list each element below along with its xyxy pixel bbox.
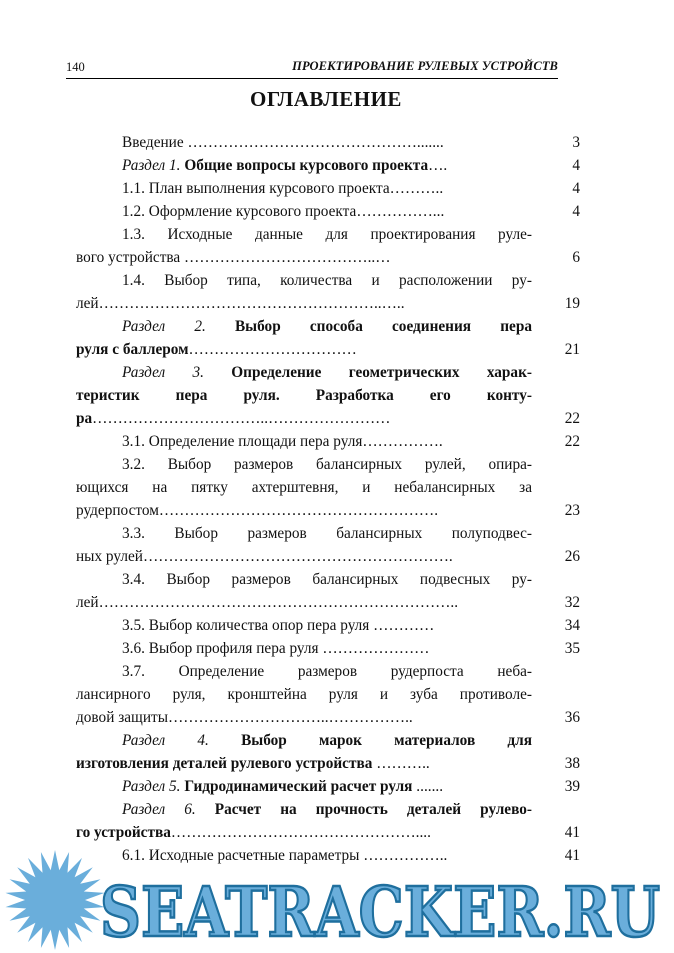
toc-entry-1-1[interactable]: 1.1. План выполнения курсового проекта……….. (122, 180, 444, 197)
leader-dots: …………………………… (188, 341, 357, 358)
sun-icon (6, 850, 105, 950)
toc-page: 4 (572, 203, 580, 220)
toc-entry-3-1[interactable]: 3.1. Определение площади пера руля……………. (122, 433, 443, 450)
toc-entry-1-4-cont[interactable]: лей………………………………………………..….. (76, 295, 405, 312)
toc-entry-1-2[interactable]: 1.2. Оформление курсового проекта……………... (122, 203, 445, 220)
section-title: Расчет на прочность деталей рулево- (214, 801, 532, 818)
toc-entry-1-3-cont[interactable]: вого устройства ………………………………..… (76, 249, 391, 266)
toc-page: 4 (572, 180, 580, 197)
toc-entry-6-1[interactable]: 6.1. Исходные расчетные параметры …………….. (122, 847, 448, 864)
section-label: Раздел 3. (122, 364, 204, 381)
section-title: руля с баллером (76, 341, 189, 358)
toc-page: 36 (564, 709, 580, 726)
toc-page: 41 (564, 847, 580, 864)
leader-dots: ………………………………………….... (170, 824, 431, 841)
page-number: 140 (66, 60, 85, 74)
toc-entry-3-7-cont[interactable]: лансирного руля, кронштейна руля и зуба противоле- (76, 686, 532, 703)
running-title: ПРОЕКТИРОВАНИЕ РУЛЕВЫХ УСТРОЙСТВ (292, 59, 558, 73)
toc-entry-section-2-cont[interactable] (76, 339, 532, 360)
toc-entry-1-4[interactable]: 1.4. Выбор типа, количества и расположении ру- (122, 272, 532, 289)
section-title: Общие вопросы курсового проекта (184, 157, 429, 174)
section-label: Раздел 6. (122, 801, 196, 818)
section-title: Гидродинамический расчет руля (184, 778, 413, 795)
toc-page: 38 (564, 755, 580, 772)
toc-entry-3-6[interactable]: 3.6. Выбор профиля пера руля ………………… (122, 640, 430, 657)
toc-page: 39 (564, 778, 580, 795)
watermark-text: SEATRACKER.RU (100, 873, 660, 953)
leader-dots: ……….. (372, 755, 430, 772)
watermark (0, 848, 674, 953)
toc-entry-3-2[interactable]: 3.2. Выбор размеров балансирных рулей, опира- (122, 456, 532, 473)
toc-page: 22 (564, 410, 580, 427)
toc-entry-3-3-cont[interactable]: ных рулей……………………………………………………. (76, 548, 453, 565)
toc-entry-3-2-cont2[interactable]: рудерпостом………………………………………………. (76, 502, 439, 519)
toc-entry-section-2[interactable] (122, 316, 532, 337)
toc-entry-1-3[interactable]: 1.3. Исходные данные для проектирования руле- (122, 226, 532, 243)
section-label: Раздел 4. (122, 732, 209, 749)
toc-entry-3-7[interactable]: 3.7. Определение размеров рудерпоста неба- (122, 663, 532, 680)
toc-page: 26 (564, 548, 580, 565)
toc-entry-section-1[interactable] (122, 155, 532, 176)
toc-page: 3 (572, 134, 580, 151)
toc-page: 41 (564, 824, 580, 841)
page-title: ОГЛАВЛЕНИЕ (250, 87, 402, 111)
toc-entry-3-4-cont[interactable]: лей…………………………………………………………….. (76, 594, 459, 611)
toc-page: 35 (564, 640, 580, 657)
toc-page: 4 (572, 157, 580, 174)
toc-entry-section-3-cont2[interactable] (76, 408, 532, 429)
toc-entry-section-4-cont[interactable] (76, 753, 532, 774)
toc-entry-intro[interactable]: Введение ………………………………………....... (122, 134, 444, 151)
section-title: Выбор марок материалов для (241, 732, 533, 749)
toc-entry-3-7-cont2[interactable]: довой защиты…………………………..…………….. (76, 709, 413, 726)
section-title: Определение геометрических харак- (231, 364, 532, 381)
toc-page: 6 (572, 249, 580, 266)
toc-page: 23 (564, 502, 580, 519)
section-title: Выбор способа соединения пера (234, 318, 532, 335)
toc-page: 32 (564, 594, 580, 611)
section-title: изготовления деталей рулевого устройства (76, 755, 373, 772)
toc-page: 34 (564, 617, 580, 634)
section-title: го устройства (76, 824, 171, 841)
toc-entry-section-4[interactable] (122, 730, 532, 751)
toc-entry-3-3[interactable]: 3.3. Выбор размеров балансирных полуподвес- (122, 525, 532, 542)
toc-entry-3-4[interactable]: 3.4. Выбор размеров балансирных подвесных ру- (122, 571, 532, 588)
toc-entry-3-5[interactable]: 3.5. Выбор количества опор пера руля ………… (122, 617, 435, 634)
toc-entry-section-6-cont[interactable] (76, 822, 532, 843)
section-label: Раздел 1. (122, 157, 181, 174)
toc-entry-section-3[interactable] (122, 362, 532, 383)
toc-entry-section-6[interactable] (122, 799, 532, 820)
section-label: Раздел 2. (122, 318, 206, 335)
toc-page: 21 (564, 341, 580, 358)
toc-entry-section-3-cont[interactable]: теристик пера руля. Разработка его конту- (76, 387, 532, 404)
leader-dots: ....... (412, 778, 444, 795)
toc-entry-3-2-cont[interactable]: ющихся на пятку ахтерштевня, и небалансирных за (76, 479, 532, 496)
section-label: Раздел 5. (122, 778, 181, 795)
toc-page: 22 (564, 433, 580, 450)
leader-dots: …. (428, 157, 448, 174)
toc-page: 19 (564, 295, 580, 312)
toc-entry-section-5[interactable] (122, 776, 532, 797)
leader-dots: ……………………………..…………………… (92, 410, 391, 427)
section-title: ра (76, 410, 93, 427)
